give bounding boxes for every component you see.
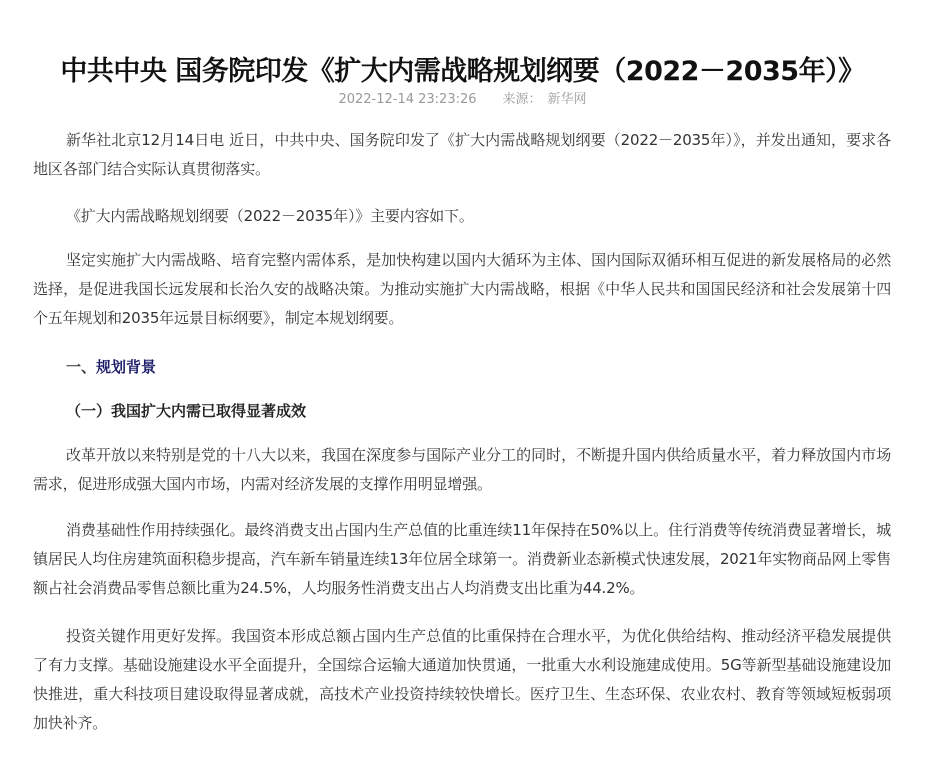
source-name: 新华网: [547, 92, 587, 107]
paragraph-body-3: 投资关键作用更好发挥。我国资本形成总额占国内生产总值的比重保持在合理水平，为优化供给结构、推动经济平稳发展提供了有力支撑。基础设施建设水平全面提升，全国综合运输大通道加快贯通，一批重大水利设施建成使用。5G等新型基础设施建设加快推进，重大科技项目建设取得显著成就，高技术产业投资持续较快增长。医疗卫生、生态环保、农业农村、教育等领域短板弱项加快补齐。: [33, 627, 891, 732]
article-title: 中共中央 国务院印发《扩大内需战略规划纲要（2022－2035年）》: [60, 56, 865, 88]
paragraph-body-2: 消费基础性作用持续强化。最终消费支出占国内生产总值的比重连续11年保持在50%以上。住行消费等传统消费显著增长，城镇居民人均住房建筑面积稳步提高，汽车新车销量连续13年位居全球第一。消费新业态新模式快速发展，2021年实物商品网上零售额占社会消费品零售总额比重为24.5%，人均服务性消费支出占人均消费支出比重为44.2%。: [33, 521, 891, 597]
paragraph-intro: 新华社北京12月14日电 近日，中共中央、国务院印发了《扩大内需战略规划纲要（2022－2035年）》，并发出通知，要求各地区各部门结合实际认真贯彻落实。: [33, 131, 891, 178]
section-title: 规划背景: [96, 358, 157, 376]
source-label: 来源：: [502, 92, 542, 107]
section-heading: [66, 353, 156, 382]
paragraph-preamble: 坚定实施扩大内需战略、培育完整内需体系，是加快构建以国内大循环为主体、国内国际双循环相互促进的新发展格局的必然选择，是促进我国长远发展和长治久安的战略决策。为推动实施扩大内需战略，根据《中华人民共和国国民经济和社会发展第十四个五年规划和2035年远景目标纲要》，制定本规划纲要。: [33, 251, 891, 327]
publish-date: 2022-12-14 23:23:26: [338, 92, 477, 107]
subsection-heading: （一）我国扩大内需已取得显著成效: [66, 402, 307, 420]
article-meta: [0, 90, 925, 110]
paragraph-summary: 《扩大内需战略规划纲要（2022－2035年）》主要内容如下。: [66, 207, 474, 225]
paragraph-body-1: 改革开放以来特别是党的十八大以来，我国在深度参与国际产业分工的同时，不断提升国内供给质量水平，着力释放国内市场需求，促进形成强大国内市场，内需对经济发展的支撑作用明显增强。: [33, 446, 891, 493]
section-number: 一、: [66, 358, 97, 376]
